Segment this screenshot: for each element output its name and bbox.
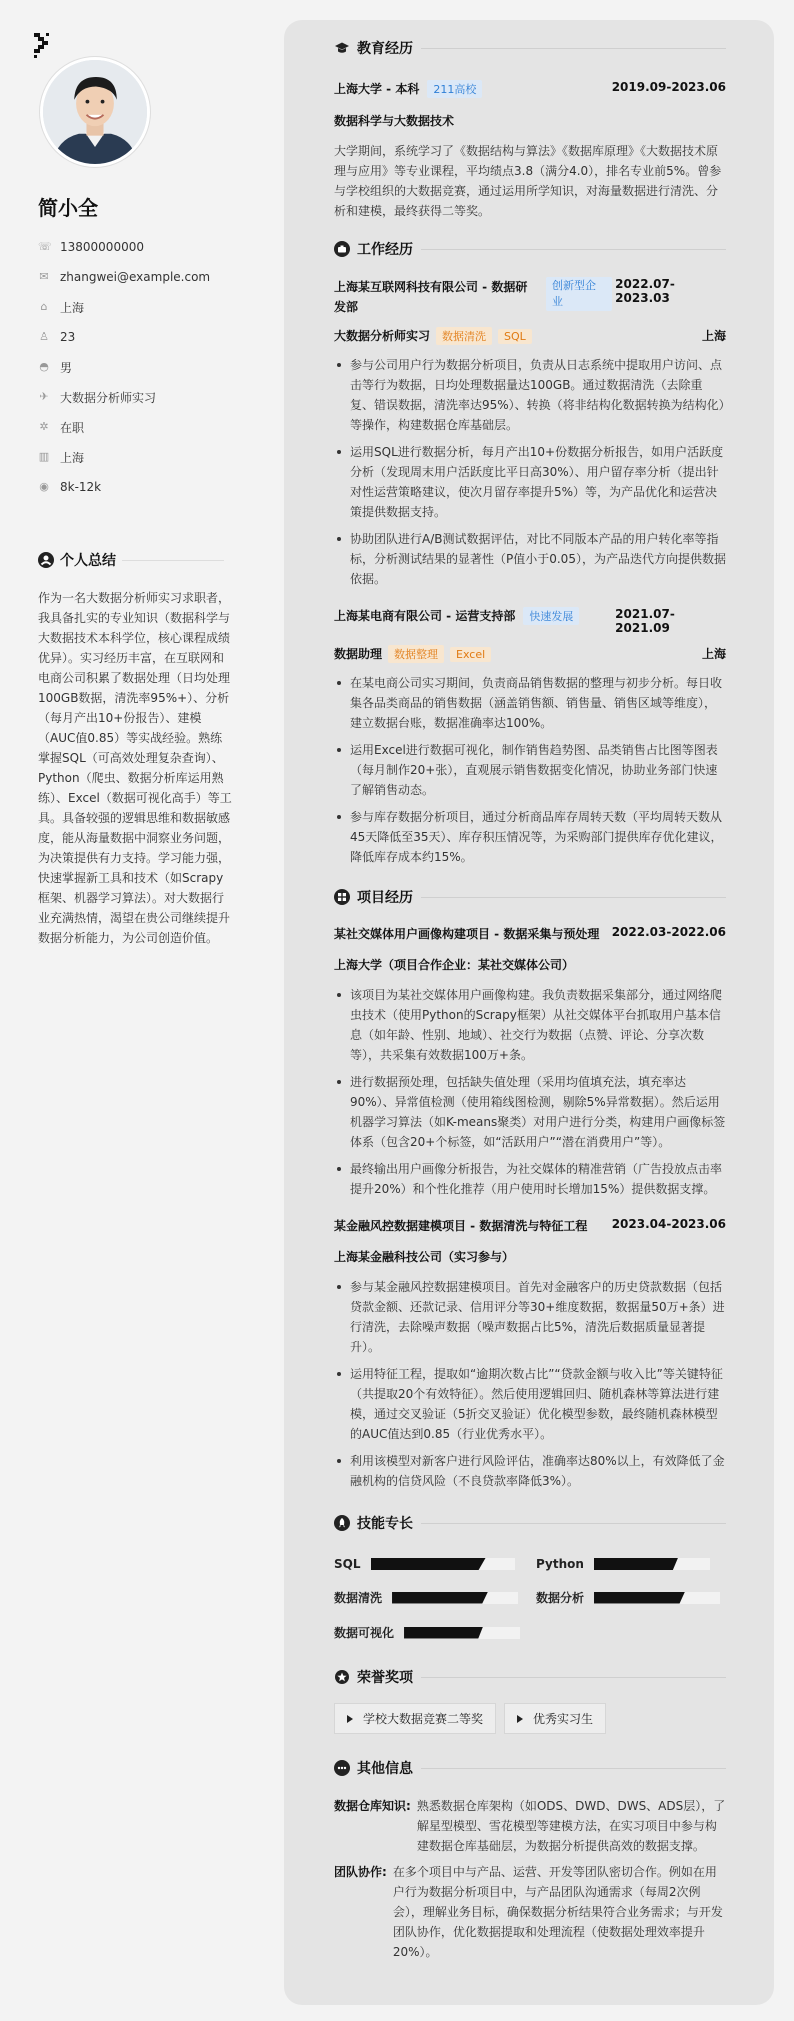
skill-bar-fill xyxy=(371,1558,486,1570)
contact-text: 大数据分析师实习 xyxy=(60,390,157,405)
divider xyxy=(421,249,726,250)
award-item xyxy=(334,1703,496,1734)
projects-heading xyxy=(334,885,726,909)
skill-bar-fill xyxy=(392,1592,488,1604)
logo-chevron-icon xyxy=(32,30,54,60)
contact-text: 13800000000 xyxy=(60,240,144,254)
contact-info-list xyxy=(38,232,238,502)
skills-title: 技能专长 xyxy=(357,1516,413,1532)
divider xyxy=(421,1768,726,1769)
avatar-portrait-icon xyxy=(43,60,147,164)
skill-tag: 数据清洗 xyxy=(436,327,492,345)
project-date: 2023.04-2023.06 xyxy=(611,1217,726,1231)
other-heading xyxy=(334,1756,726,1780)
role-title: 大数据分析师实习 xyxy=(334,329,431,343)
contact-item xyxy=(38,472,238,502)
work-title: 工作经历 xyxy=(357,242,413,258)
skills-grid xyxy=(334,1557,726,1641)
work-list xyxy=(334,277,726,867)
play-triangle-icon xyxy=(517,1715,523,1723)
skill-tag: 数据整理 xyxy=(388,645,444,663)
contact-item xyxy=(38,442,238,472)
summary-text: 作为一名大数据分析师实习求职者，我具备扎实的专业知识（数据科学与大数据技术本科学位，核心课程成绩优异）。实习经历丰富，在互联网和电商公司积累了数据处理（日均处理100GB数据，清洗率95%+）、分析（每月产出10+份报告）、建模（AUC值0.85）等实战经验。熟练掌握SQL（可高效处理复杂查询）、Python（爬虫、数据分析库运用熟练）、Excel（数据可视化高手）等工具。具备较强的逻辑思维和数据敏感度，能从海量数据中洞察业务问题，为决策提供有力支持。学习能力强，快速掌握新工具和技术（如Scrapy框架、机器学习算法）。对大数据行业充满热情，渴望在贵公司继续提升数据分析能力，为公司创造价值。 xyxy=(38,591,232,945)
work-city: 上海 xyxy=(701,647,726,661)
divider xyxy=(421,897,726,898)
awards-title: 荣誉奖项 xyxy=(357,1670,413,1686)
project-org: 上海大学（项目合作企业：某社交媒体公司） xyxy=(334,958,575,972)
work-header xyxy=(334,607,726,635)
divider xyxy=(421,1523,726,1524)
skill-bar xyxy=(404,1627,520,1639)
bullet-item: 参与公司用户行为数据分析项目，负责从日志系统中提取用户访问、点击等行为数据，日均处理数据量达100GB。通过数据清洗（去除重复、错误数据，清洗率达95%）、转换（将非结构化数据转换为结构化）等操作，构建数据仓库基础层。 xyxy=(334,355,726,435)
graduation-cap-icon xyxy=(334,40,350,56)
skill-bar-fill xyxy=(404,1627,483,1639)
bullet-item: 进行数据预处理，包括缺失值处理（采用均值填充法，填充率达90%）、异常值检测（使用箱线图检测，剔除5%异常数据）。然后运用机器学习算法（如K-means聚类）对用户进行分类，构建用户画像标签体系（包含20+个标签，如“活跃用户”“潜在消费用户”等）。 xyxy=(334,1072,726,1152)
skill-bar xyxy=(594,1558,710,1570)
other-item xyxy=(334,1796,726,1856)
bullet-item: 在某电商公司实习期间，负责商品销售数据的整理与初步分析。每日收集各品类商品的销售数据（涵盖销售额、销售量、销售区域等维度），建立数据台账，数据准确率达100%。 xyxy=(334,673,726,733)
summary-heading xyxy=(38,550,224,570)
work-company-group xyxy=(334,607,615,625)
other-value: 在多个项目中与产品、运营、开发等团队密切合作。例如在用户行为数据分析项目中，与产品团队沟通需求（每周2次例会），理解业务目标，确保数据分析结果符合业务需求；与开发团队协作，优化数据提取和处理流程（使数据处理效率提升20%）。 xyxy=(392,1865,723,1959)
education-title: 教育经历 xyxy=(357,41,413,57)
bullet-item: 参与库存数据分析项目，通过分析商品库存周转天数（平均周转天数从45天降低至35天）、库存积压情况等，为采购部门提供库存优化建议，降低库存成本约15%。 xyxy=(334,807,726,867)
project-name: 某金融风控数据建模项目 - 数据清洗与特征工程 xyxy=(334,1219,588,1233)
skill-bar xyxy=(594,1592,720,1604)
bullet-item: 运用特征工程，提取如“逾期次数占比”“贷款金额与收入比”等关键特征（共提取20个有效特征）。然后使用逻辑回归、随机森林等算法进行建模，通过交叉验证（5折交叉验证）优化模型参数，最终随机森林模型的AUC值达到0.85（行业优秀水平）。 xyxy=(334,1364,726,1444)
contact-item xyxy=(38,352,238,382)
project-item xyxy=(334,925,726,1199)
school-tag: 211高校 xyxy=(427,80,482,98)
status-icon: ✲ xyxy=(39,420,49,433)
phone-icon: ☏ xyxy=(38,240,52,253)
project-header xyxy=(334,925,726,942)
divider xyxy=(122,560,224,561)
skill-bar xyxy=(392,1592,518,1604)
awards-heading xyxy=(334,1665,726,1689)
contact-text: zhangwei@example.com xyxy=(60,270,211,284)
contact-text: 男 xyxy=(60,360,73,375)
project-date: 2022.03-2022.06 xyxy=(611,925,726,939)
skill-name: 数据可视化 xyxy=(334,1626,395,1640)
plane-icon: ✈ xyxy=(39,390,49,403)
skills-heading xyxy=(334,1511,726,1535)
company-tag: 快速发展 xyxy=(523,607,579,625)
ellipsis-circle-icon xyxy=(334,1760,350,1776)
role-title: 数据助理 xyxy=(334,647,383,661)
project-bullets xyxy=(334,985,726,1199)
avatar xyxy=(40,57,150,167)
company-tag: 创新型企业 xyxy=(546,277,612,311)
work-bullets xyxy=(334,355,726,589)
school-name: 上海大学 - 本科 xyxy=(334,82,420,96)
briefcase-icon xyxy=(334,241,350,257)
work-date: 2022.07-2023.03 xyxy=(615,277,675,305)
award-icon xyxy=(334,1669,350,1685)
role-row xyxy=(334,327,726,345)
other-title: 其他信息 xyxy=(357,1761,413,1777)
divider xyxy=(421,48,726,49)
contact-item xyxy=(38,232,238,262)
skill-tag: Excel xyxy=(450,647,491,662)
bullet-item: 协助团队进行A/B测试数据评估，对比不同版本产品的用户转化率等指标，分析测试结果的显著性（P值小于0.05），为产品迭代方向提供数据依据。 xyxy=(334,529,726,589)
divider xyxy=(421,1677,726,1678)
work-company-group xyxy=(334,277,615,317)
award-item xyxy=(504,1703,606,1734)
home-icon: ⌂ xyxy=(40,300,48,313)
skill-bar-fill xyxy=(594,1558,678,1570)
skill-item xyxy=(334,1589,524,1606)
summary-title: 个人总结 xyxy=(60,553,116,569)
role-row xyxy=(334,645,726,663)
work-heading xyxy=(334,237,726,261)
work-item xyxy=(334,277,726,589)
project-item xyxy=(334,1217,726,1491)
contact-item xyxy=(38,412,238,442)
work-header xyxy=(334,277,726,317)
company-name: 上海某互联网科技有限公司 - 数据研发部 xyxy=(334,280,528,314)
skill-name: Python xyxy=(536,1557,584,1571)
other-list xyxy=(334,1796,726,1962)
skill-item xyxy=(334,1624,524,1641)
contact-item xyxy=(38,292,238,322)
education-row xyxy=(334,80,726,98)
bullet-item: 利用该模型对新客户进行风险评估，准确率达80%以上，有效降低了金融机构的信贷风险（不良贷款率降低3%）。 xyxy=(334,1451,726,1491)
other-item xyxy=(334,1862,726,1962)
bullet-item: 运用SQL进行数据分析，每月产出10+份数据分析报告，如用户活跃度分析（发现周末用户活跃度比平日高30%）、用户留存率分析（提出针对性运营策略建议，使次月留存率提升5%）等，为产品优化和运营决策提供数据支持。 xyxy=(334,442,726,522)
rocket-icon xyxy=(334,1515,350,1531)
project-name: 某社交媒体用户画像构建项目 - 数据采集与预处理 xyxy=(334,927,600,941)
education-heading xyxy=(334,36,726,60)
contact-text: 23 xyxy=(60,330,76,344)
mail-icon: ✉ xyxy=(39,270,49,283)
work-date: 2021.07-2021.09 xyxy=(615,607,675,635)
play-triangle-icon xyxy=(347,1715,353,1723)
project-org: 上海某金融科技公司（实习参与） xyxy=(334,1250,515,1264)
contact-text: 上海 xyxy=(60,450,85,465)
major: 数据科学与大数据技术 xyxy=(334,114,455,128)
skill-name: 数据分析 xyxy=(536,1591,585,1605)
skill-bar xyxy=(371,1558,515,1570)
project-grid-icon xyxy=(334,889,350,905)
skill-tag: SQL xyxy=(498,329,532,344)
award-text: 学校大数据竞赛二等奖 xyxy=(363,1712,484,1726)
projects-title: 项目经历 xyxy=(357,890,413,906)
other-key: 数据仓库知识: xyxy=(334,1799,411,1813)
main-content xyxy=(334,36,726,1968)
age-icon: ♙ xyxy=(39,330,49,343)
role-group xyxy=(334,327,532,345)
bullet-item: 运用Excel进行数据可视化，制作销售趋势图、品类销售占比图等图表（每月制作20+张），直观展示销售数据变化情况，协助业务部门快速了解销售动态。 xyxy=(334,740,726,800)
skill-item xyxy=(536,1557,726,1571)
skill-name: 数据清洗 xyxy=(334,1591,383,1605)
contact-item xyxy=(38,382,238,412)
skill-item xyxy=(334,1557,524,1571)
gender-icon: ◓ xyxy=(39,360,49,373)
project-header xyxy=(334,1217,726,1234)
skill-bar-fill xyxy=(594,1592,685,1604)
company-name: 上海某电商有限公司 - 运营支持部 xyxy=(334,609,516,623)
award-text: 优秀实习生 xyxy=(533,1712,594,1726)
education-date: 2019.09-2023.06 xyxy=(611,80,726,94)
education-desc: 大学期间，系统学习了《数据结构与算法》《数据库原理》《大数据技术原理与应用》等专业课程，平均绩点3.8（满分4.0），排名专业前5%。曾参与学校组织的大数据竞赛，通过运用所学知识，对海量数据进行清洗、分析和建模，最终获得二等奖。 xyxy=(334,144,722,218)
contact-text: 在职 xyxy=(60,420,85,435)
salary-icon: ◉ xyxy=(39,480,49,493)
project-bullets xyxy=(334,1277,726,1491)
contact-item xyxy=(38,322,238,352)
contact-text: 8k-12k xyxy=(60,480,102,494)
bullet-item: 该项目为某社交媒体用户画像构建。我负责数据采集部分，通过网络爬虫技术（使用Python的Scrapy框架）从社交媒体平台抓取用户基本信息（如年龄、性别、地域）、社交行为数据（点赞、评论、分享次数等），共采集有效数据100万+条。 xyxy=(334,985,726,1065)
work-city: 上海 xyxy=(701,329,726,343)
other-key: 团队协作: xyxy=(334,1865,387,1879)
bullet-item: 最终输出用户画像分析报告，为社交媒体的精准营销（广告投放点击率提升20%）和个性化推荐（用户使用时长增加15%）提供数据支撑。 xyxy=(334,1159,726,1199)
skill-item xyxy=(536,1589,726,1606)
bullet-item: 参与某金融风控数据建模项目。首先对金融客户的历史贷款数据（包括贷款金额、还款记录、信用评分等30+维度数据，数据量50万+条）进行清洗，去除噪声数据（噪声数据占比5%，清洗后数据质量显著提升）。 xyxy=(334,1277,726,1357)
awards-list xyxy=(334,1703,726,1734)
other-value: 熟悉数据仓库架构（如ODS、DWD、DWS、ADS层），了解星型模型、雪花模型等建模方法，在实习项目中参与构建数据仓库基础层，为数据分析提供高效的数据支撑。 xyxy=(416,1799,726,1853)
work-item xyxy=(334,607,726,867)
work-bullets xyxy=(334,673,726,867)
profile-name: 简小全 xyxy=(38,196,98,220)
project-list xyxy=(334,925,726,1491)
city-icon: ▥ xyxy=(38,450,50,463)
contact-item xyxy=(38,262,238,292)
contact-text: 上海 xyxy=(60,300,85,315)
user-circle-icon xyxy=(38,552,54,568)
role-group xyxy=(334,645,491,663)
skill-name: SQL xyxy=(334,1557,361,1571)
